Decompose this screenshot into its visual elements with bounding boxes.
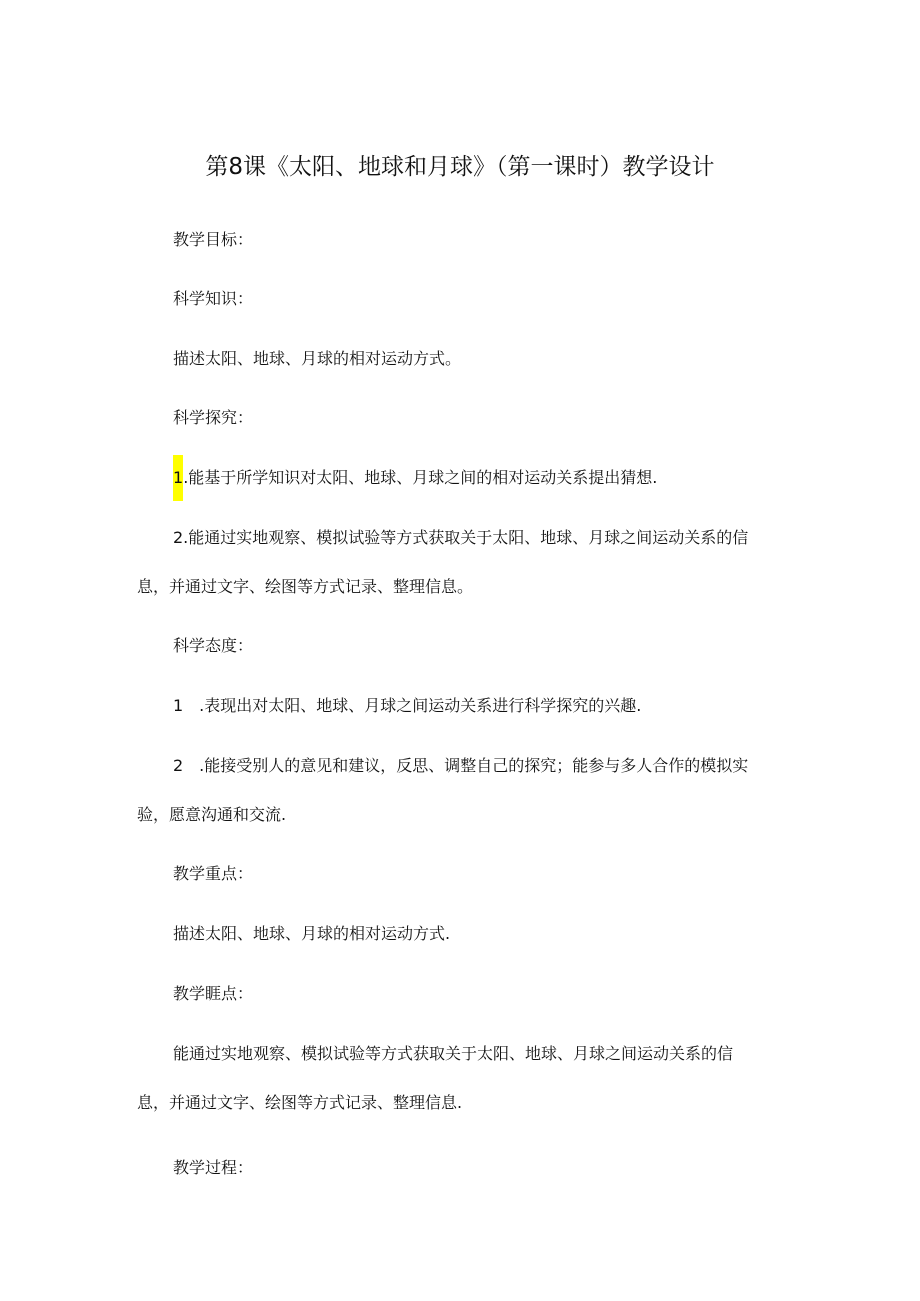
inquiry-heading: 科学探究： <box>173 408 254 427</box>
goals-heading: 教学目标： <box>173 230 254 249</box>
attitude-item-1: 1 .表现出对太阳、地球、月球之间运动关系进行科学探究的兴趣. <box>173 696 642 715</box>
key-text: 描述太阳、地球、月球的相对运动方式. <box>173 924 451 943</box>
key-heading: 教学重点： <box>173 864 254 883</box>
highlighted-number: 1 <box>173 455 183 501</box>
attitude-item-2-line1: 2 .能接受别人的意见和建议，反思、调整自己的探究；能参与多人合作的模拟实 <box>173 756 749 775</box>
attitude-item-2-line2: 验，愿意沟通和交流. <box>137 805 287 824</box>
difficulty-heading: 教学睚点： <box>173 984 254 1003</box>
process-heading: 教学过程： <box>173 1158 254 1177</box>
knowledge-text: 描述太阳、地球、月球的相对运动方式。 <box>173 349 462 368</box>
attitude-heading: 科学态度： <box>173 636 254 655</box>
page-title: 第8课《太阳、地球和月球》（第一课时）教学设计 <box>205 154 715 180</box>
knowledge-heading: 科学知识： <box>173 289 254 308</box>
difficulty-line1: 能通过实地观察、模拟试验等方式获取关于太阳、地球、月球之间运动关系的信 <box>173 1044 734 1063</box>
inquiry-item-2-line2: 息，并通过文字、绘图等方式记录、整理信息。 <box>137 577 474 596</box>
inquiry-item-1-text: .能基于所学知识对太阳、地球、月球之间的相对运动关系提出猜想. <box>183 468 658 487</box>
inquiry-item-1 <box>173 466 657 501</box>
inquiry-item-2-line1: 2.能通过实地观察、模拟试验等方式获取关于太阳、地球、月球之间运动关系的信 <box>173 528 749 547</box>
difficulty-line2: 息，并通过文字、绘图等方式记录、整理信息. <box>137 1093 463 1112</box>
